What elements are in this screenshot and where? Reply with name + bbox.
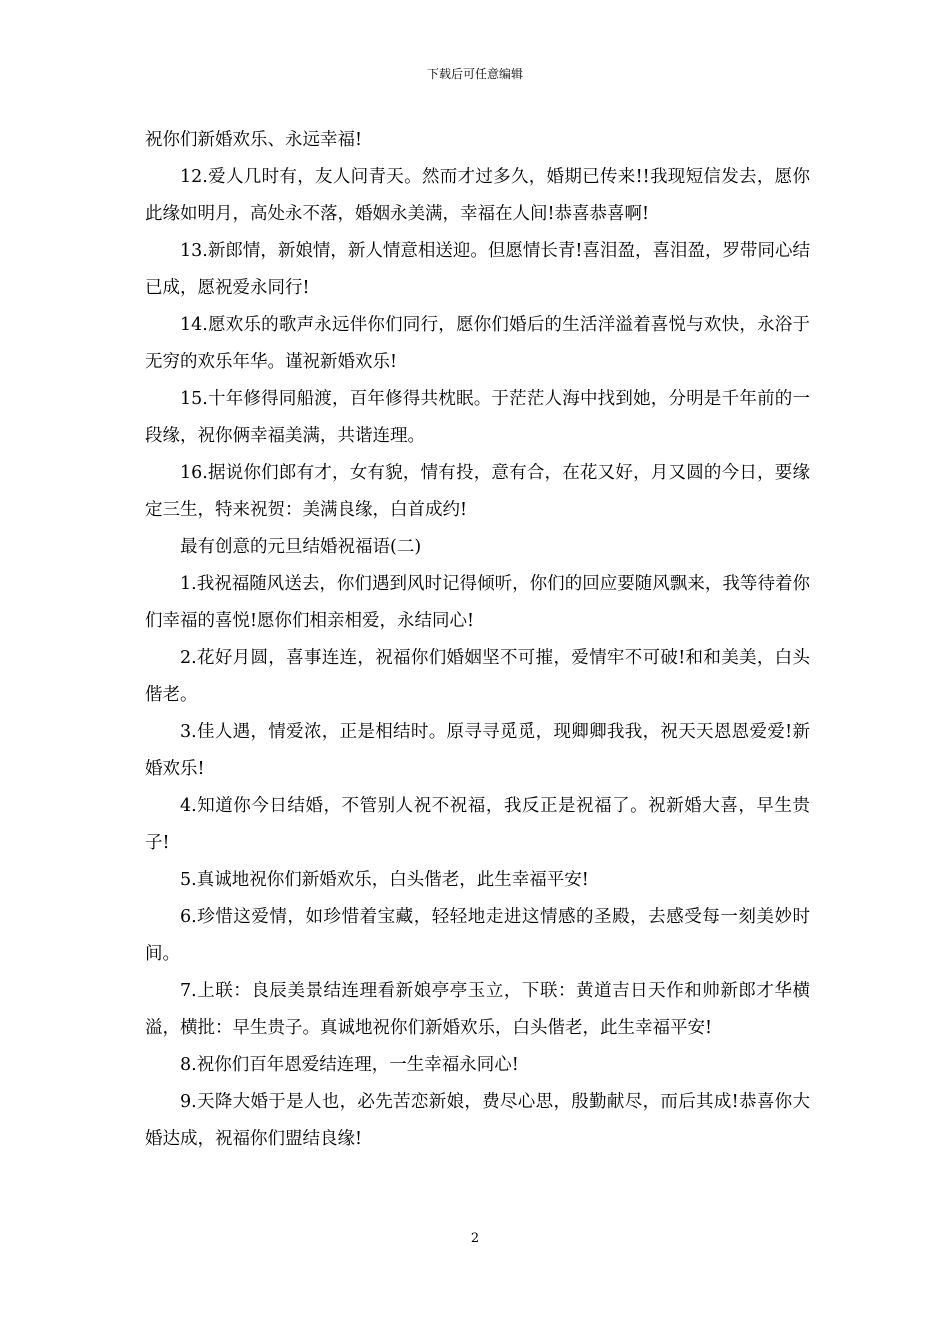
paragraph-item-5: 5.真诚地祝你们新婚欢乐，白头偕老，此生幸福平安! [180,870,589,890]
page-number: 2 [470,1231,480,1246]
paragraph-item-12: 12.爱人几时有，友人问青天。然而才过多久，婚期已传来!!我现短信发去，愿你此缘如明月，高处永不落，婚姻永美满，幸福在人间!恭喜恭喜啊! [145,167,810,224]
paragraph-item-9: 9.天降大婚于是人也，必先苦恋新娘，费尽心思，殷勤献尽，而后其成!恭喜你大婚达成，祝福你们盟结良缘! [145,1092,810,1149]
paragraph-item-6: 6.珍惜这爱情，如珍惜着宝藏，轻轻地走进这情感的圣殿，去感受每一刻美妙时间。 [145,907,810,964]
paragraph-item-1: 1.我祝福随风送去，你们遇到风时记得倾听，你们的回应要随风飘来，我等待着你们幸福的喜悦!愿你们相亲相爱，永结同心! [145,574,810,631]
paragraph-item-16: 16.据说你们郎有才，女有貌，情有投，意有合，在花又好，月又圆的今日，要缘定三生，特来祝贺：美满良缘，白首成约! [145,463,810,520]
paragraph-item-15: 15.十年修得同船渡，百年修得共枕眠。于茫茫人海中找到她，分明是千年前的一段缘，祝你俩幸福美满，共谐连理。 [145,389,810,446]
paragraph-item-8: 8.祝你们百年恩爱结连理，一生幸福永同心! [180,1055,519,1075]
section-heading: 最有创意的元旦结婚祝福语(二) [180,537,422,557]
paragraph-continuation: 祝你们新婚欢乐、永远幸福! [145,130,363,150]
paragraph-item-3: 3.佳人遇，情爱浓，正是相结时。原寻寻觅觅，现卿卿我我，祝天天恩恩爱爱!新婚欢乐! [145,722,810,779]
paragraph-item-4: 4.知道你今日结婚，不管别人祝不祝福，我反正是祝福了。祝新婚大喜，早生贵子! [145,796,810,853]
paragraph-item-14: 14.愿欢乐的歌声永远伴你们同行，愿你们婚后的生活洋溢着喜悦与欢快，永浴于无穷的欢乐年华。谨祝新婚欢乐! [145,315,810,372]
page-header: 下载后可任意编辑 [426,67,523,81]
paragraph-item-13: 13.新郎情，新娘情，新人情意相送迎。但愿情长青!喜泪盈，喜泪盈，罗带同心结已成，愿祝爱永同行! [145,241,810,298]
document-body [145,122,810,1158]
paragraph-item-7: 7.上联：良辰美景结连理看新娘亭亭玉立，下联：黄道吉日天作和帅新郎才华横溢，横批：早生贵子。真诚地祝你们新婚欢乐，白头偕老，此生幸福平安! [145,981,810,1038]
paragraph-item-2: 2.花好月圆，喜事连连，祝福你们婚姻坚不可摧，爱情牢不可破!和和美美，白头偕老。 [145,648,810,705]
